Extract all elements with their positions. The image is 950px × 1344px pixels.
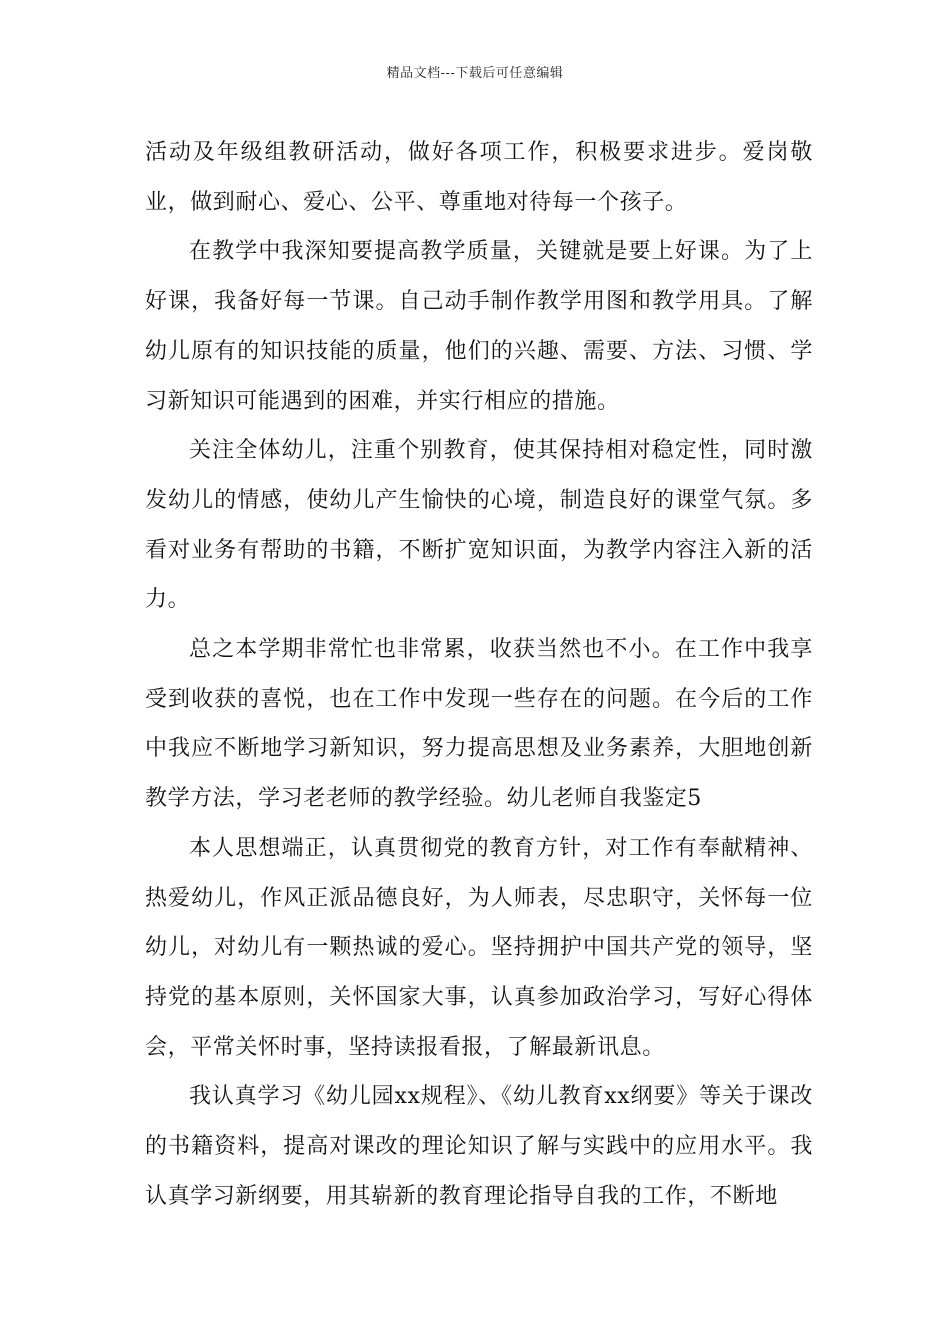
document-body [145, 128, 813, 1221]
paragraph: 关注全体幼儿，注重个别教育，使其保持相对稳定性，同时激发幼儿的情感，使幼儿产生愉快的心境，制造良好的课堂气氛。多看对业务有帮助的书籍，不断扩宽知识面，为教学内容注入新的活力。 [145, 438, 813, 613]
paragraph: 活动及年级组教研活动，做好各项工作，积极要求进步。爱岗敬业，做到耐心、爱心、公平、尊重地对待每一个孩子。 [145, 140, 813, 215]
paragraph: 总之本学期非常忙也非常累，收获当然也不小。在工作中我享受到收获的喜悦，也在工作中发现一些存在的问题。在今后的工作中我应不断地学习新知识，努力提高思想及业务素养，大胆地创新教学方法，学习老老师的教学经验。幼儿老师自我鉴定5 [145, 637, 813, 812]
paragraph: 在教学中我深知要提高教学质量，关键就是要上好课。为了上好课，我备好每一节课。自己动手制作教学用图和教学用具。了解幼儿原有的知识技能的质量，他们的兴趣、需要、方法、习惯、学习新知识可能遇到的困难，并实行相应的措施。 [145, 239, 813, 414]
paragraph: 本人思想端正，认真贯彻党的教育方针，对工作有奉献精神、热爱幼儿，作风正派品德良好，为人师表，尽忠职守，关怀每一位幼儿，对幼儿有一颗热诚的爱心。坚持拥护中国共产党的领导，坚持党的基本原则，关怀国家大事，认真参加政治学习，写好心得体会，平常关怀时事，坚持读报看报，了解最新讯息。 [145, 835, 813, 1060]
page-header: 精品文档---下载后可任意编辑 [386, 66, 564, 81]
paragraph: 我认真学习《幼儿园xx规程》、《幼儿教育xx纲要》等关于课改的书籍资料，提高对课改的理论知识了解与实践中的应用水平。我认真学习新纲要，用其崭新的教育理论指导自我的工作，不断地 [145, 1084, 813, 1209]
